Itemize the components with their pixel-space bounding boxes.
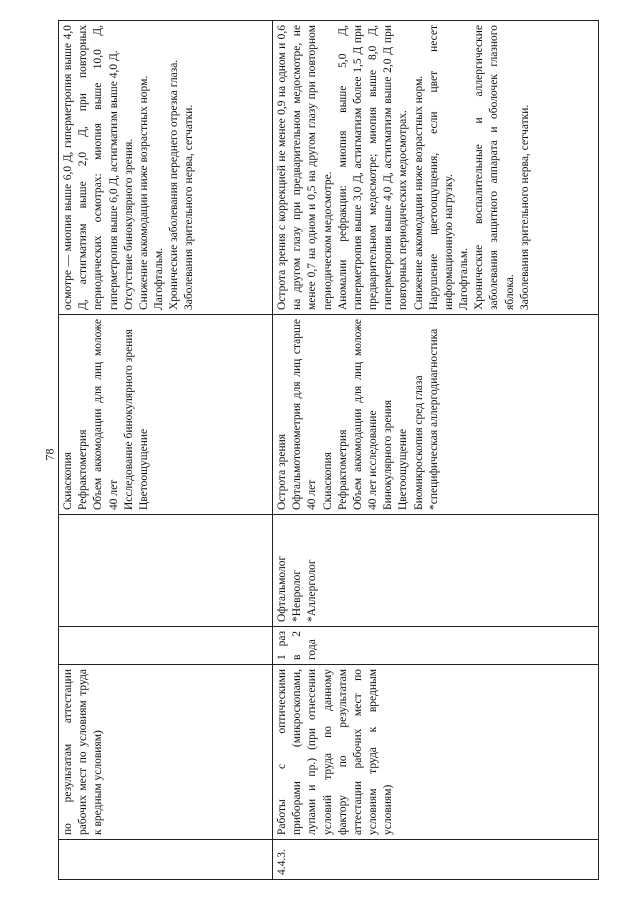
contra-item: Заболевания зрительного нерва, сетчатки. bbox=[183, 104, 196, 310]
exam-item: Объем аккомодации для лиц моложе 40 лет исследование bbox=[351, 319, 380, 510]
work-type-cell: по результатам аттестации рабочих мест по условиям труда к вредным условиям) bbox=[59, 665, 273, 840]
exam-item: Бинокулярного зрения bbox=[382, 399, 395, 510]
contra-item: Хронические воспалительные и аллергические заболевания защитного аппарата и оболочек глазного яблока. bbox=[473, 25, 516, 310]
rotated-page bbox=[58, 20, 598, 880]
table-row bbox=[59, 21, 273, 880]
specialist-item: *Невролог bbox=[291, 569, 304, 622]
exam-item: *специфическая аллергодиагностика bbox=[427, 328, 440, 510]
frequency-cell: 1 раз в 2 года bbox=[273, 627, 599, 665]
contraindications-cell bbox=[273, 21, 599, 315]
page-number: 78 bbox=[42, 448, 57, 461]
exam-item: Биомикроскопия сред глаза bbox=[412, 375, 425, 510]
work-type-cell: Работы с оптическими приборами (микроскопами, лупами и пр.) (при отнесении условий труда по данному фактору по результатам аттестации рабочих мест по условиям труда к вредным условиям) bbox=[273, 665, 599, 840]
exam-item: Цветоощущение bbox=[397, 428, 410, 510]
contraindications-cell bbox=[59, 21, 273, 315]
contra-item: Острота зрения с коррекцией не менее 0,9 на одном и 0,6 на другом глазу при предварительном медосмотре, не менее 0,7 на одном и 0,5 на другом глазу при повторном периодическом медосмотре. bbox=[276, 25, 334, 310]
specialists-cell bbox=[273, 515, 599, 627]
specialists-cell bbox=[59, 515, 273, 627]
contra-item: Снижение аккомодации ниже возрастных норм. bbox=[137, 75, 150, 310]
exam-item: Офтальмотонометрия для лиц старше 40 лет bbox=[291, 319, 319, 510]
contra-item: Отсутствие бинокулярного зрения. bbox=[122, 138, 135, 310]
exam-item: Скиаскопия bbox=[321, 452, 334, 510]
exam-item: Цветоощущение bbox=[137, 428, 150, 510]
contra-item: Лагофтальм. bbox=[153, 247, 166, 310]
exam-item: Рефрактометрия bbox=[336, 429, 349, 510]
row-number-cell bbox=[59, 840, 273, 880]
table-row bbox=[273, 21, 599, 880]
specialist-item: *Аллерголог bbox=[306, 559, 319, 622]
exam-item: Острота зрения bbox=[276, 433, 288, 510]
examinations-cell bbox=[273, 315, 599, 515]
exam-item: Рефрактометрия bbox=[77, 429, 90, 510]
contra-item: Заболевания зрительного нерва, сетчатки. bbox=[518, 104, 531, 310]
specialist-item: Офтальмолог bbox=[276, 555, 288, 622]
exam-item: Исследование бинокулярного зрения bbox=[122, 329, 135, 510]
contra-item: осмотре — миопия выше 6,0 Д, гиперметропия выше 4,0 Д, астигматизм выше 2,0 Д, при повторных периодических осмотрах: миопия выше 10,0 Д, гиперметропия выше 6,0 Д, астигматизм выше 4,0 Д. bbox=[62, 25, 120, 310]
table-canvas bbox=[58, 20, 598, 880]
contra-item: Лагофтальм. bbox=[458, 247, 471, 310]
exam-item: Объем аккомодации для лиц моложе 40 лет bbox=[92, 319, 120, 510]
examination-table bbox=[58, 20, 599, 880]
contra-item: Снижение аккомодации ниже возрастных норм. bbox=[412, 75, 425, 310]
contra-item: Нарушение цветоощущения, если цвет несет информационную нагрузку. bbox=[427, 25, 455, 310]
exam-item: Скиаскопия bbox=[62, 452, 74, 510]
row-number-cell: 4.4.3. bbox=[273, 840, 599, 880]
contra-item: Аномалии рефракции: миопия выше 5,0 Д, гиперметропия выше 3,0 Д, астигматизм более 1,5 Д при предварительном медосмотре; миопия выше 8,0 Д, гиперметропия выше 4,0 Д, астигматизм выше 2,0 Д при повторных периодических медосмотрах. bbox=[336, 25, 410, 310]
frequency-cell bbox=[59, 627, 273, 665]
contra-item: Хронические заболевания переднего отрезка глаза. bbox=[168, 59, 181, 310]
examinations-cell bbox=[59, 315, 273, 515]
